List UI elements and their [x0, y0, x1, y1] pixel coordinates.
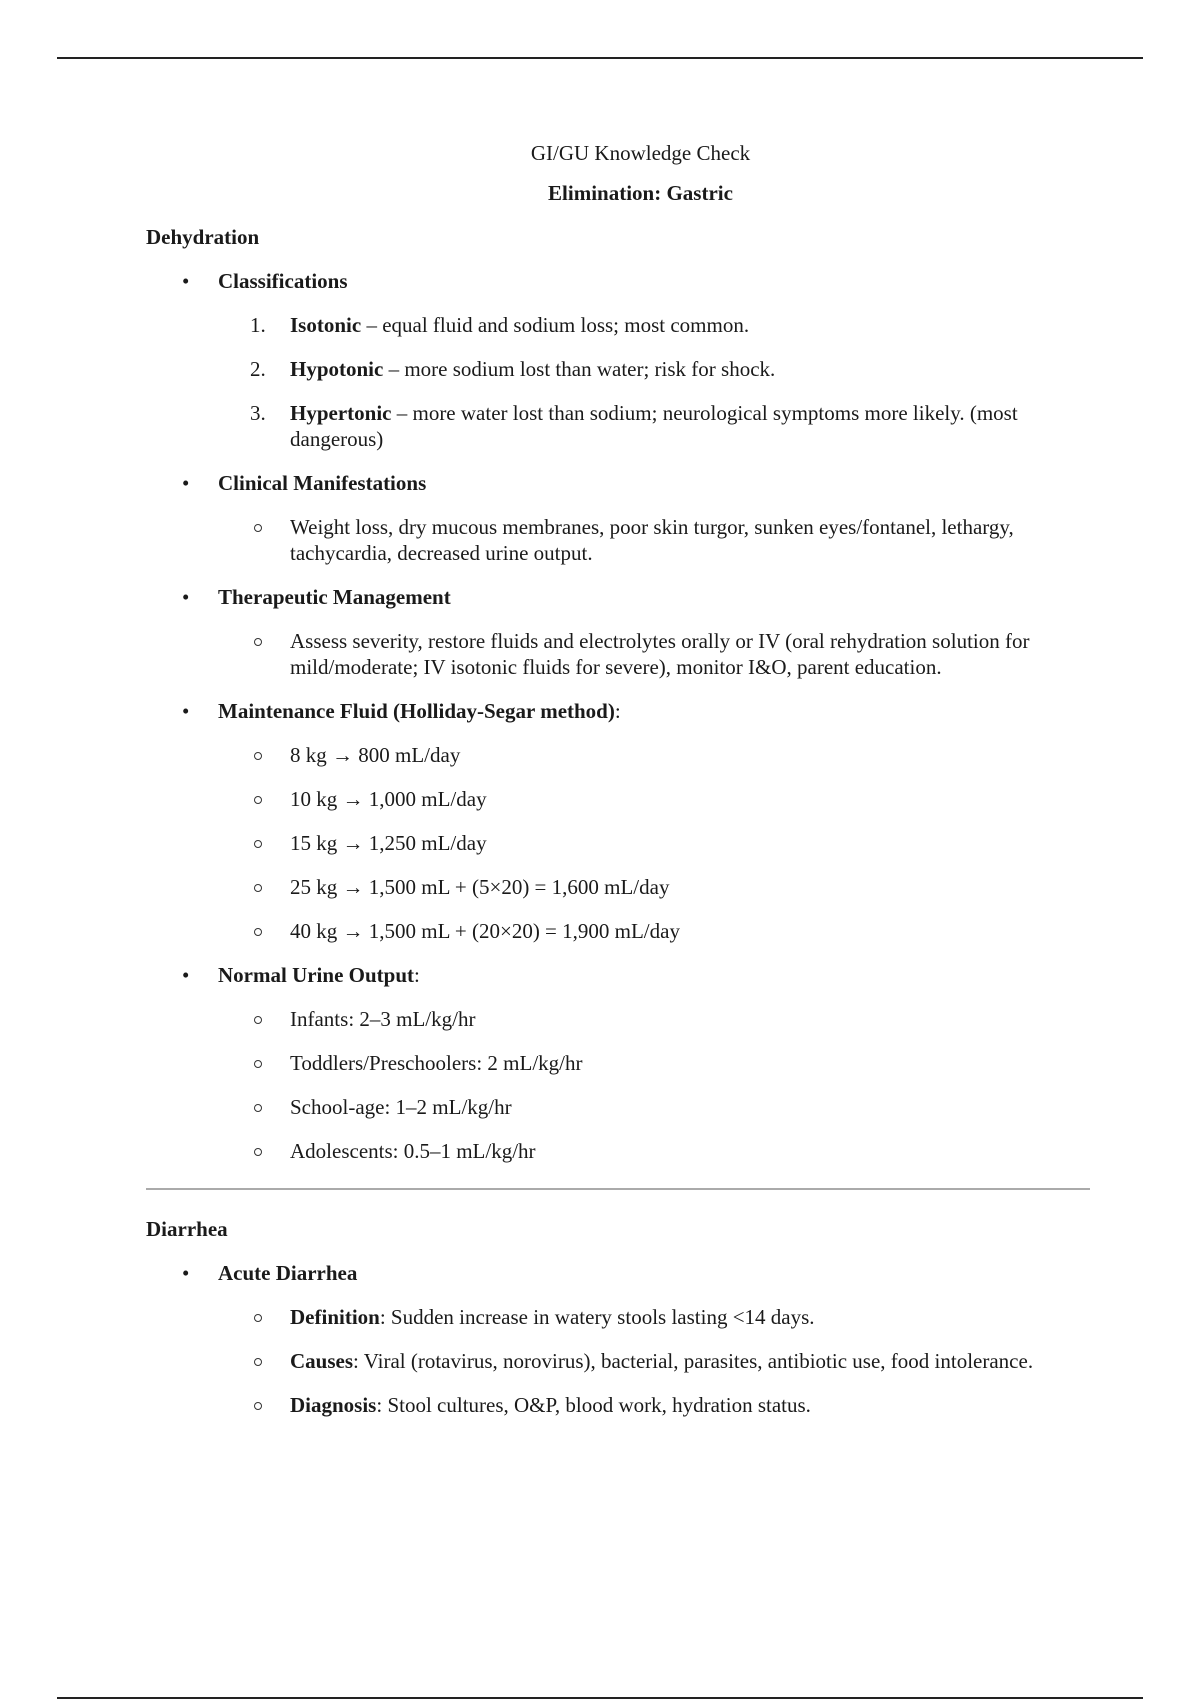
bullet-clinical-manifestations [146, 470, 1090, 514]
list-item [146, 312, 1090, 338]
hollow-bullet-icon [254, 928, 262, 936]
bullet-classifications [146, 268, 1090, 312]
hollow-bullet-icon [254, 1060, 262, 1068]
list-number: 1. [250, 313, 266, 337]
list-number: 3. [250, 401, 266, 425]
list-item [146, 1348, 1090, 1374]
definition-text: : Stool cultures, O&P, blood work, hydration status. [376, 1393, 811, 1417]
list-item [146, 1050, 1090, 1076]
document-body [146, 140, 1090, 1436]
classification-list [146, 312, 1090, 452]
hollow-bullet-icon [254, 1016, 262, 1024]
document-title: GI/GU Knowledge Check [530, 141, 751, 165]
list-item-text: 10 kg → 1,000 mL/day [290, 787, 487, 811]
term: Diagnosis [290, 1393, 377, 1417]
bullet-heading [218, 962, 1090, 1006]
term: Hypertonic [290, 401, 392, 425]
list-item [146, 1006, 1090, 1032]
hollow-bullet-icon [254, 1314, 262, 1322]
document-subtitle: Elimination: Gastric [548, 181, 733, 205]
section-heading-dehydration: Dehydration [146, 225, 260, 249]
bullet-normal-urine-output [146, 962, 1090, 1006]
bullet-acute-diarrhea [146, 1260, 1090, 1304]
bullet-heading: Classifications [218, 269, 348, 293]
heading-colon: : [414, 963, 420, 987]
list-item-text: Toddlers/Preschoolers: 2 mL/kg/hr [290, 1051, 583, 1075]
definition-text: : Viral (rotavirus, norovirus), bacterial, parasites, antibiotic use, food intolerance. [353, 1349, 1034, 1373]
list-item [146, 514, 1090, 566]
hollow-bullet-icon [254, 752, 262, 760]
term: Causes [290, 1349, 354, 1373]
list-number: 2. [250, 357, 266, 381]
hollow-bullet-icon [254, 796, 262, 804]
list-item [146, 1094, 1090, 1120]
list-item [146, 628, 1090, 680]
term: Hypotonic [290, 357, 384, 381]
list-item [146, 918, 1090, 944]
management-list [146, 628, 1090, 680]
bullet-dot: • [182, 963, 190, 987]
hollow-bullet-icon [254, 524, 262, 532]
list-item [146, 830, 1090, 856]
term: Isotonic [290, 313, 362, 337]
section-heading-diarrhea: Diarrhea [146, 1217, 228, 1241]
list-item-text: 25 kg → 1,500 mL + (5×20) = 1,600 mL/day [290, 875, 670, 899]
list-item [146, 356, 1090, 382]
manifestations-list [146, 514, 1090, 566]
urine-output-list [146, 1006, 1090, 1164]
list-item [146, 400, 1090, 452]
hollow-bullet-icon [254, 1148, 262, 1156]
list-item-text: 8 kg → 800 mL/day [290, 743, 461, 767]
bullet-therapeutic-management [146, 584, 1090, 628]
hollow-bullet-icon [254, 840, 262, 848]
list-item-text: School-age: 1–2 mL/kg/hr [290, 1095, 512, 1119]
list-item-text: 15 kg → 1,250 mL/day [290, 831, 487, 855]
bottom-page-rule [57, 1697, 1143, 1699]
hollow-bullet-icon [254, 1104, 262, 1112]
bullet-heading-text: Normal Urine Output [218, 963, 414, 987]
hollow-bullet-icon [254, 1358, 262, 1366]
bullet-heading: Therapeutic Management [218, 585, 451, 609]
definition-text: – equal fluid and sodium loss; most common. [361, 313, 750, 337]
heading-colon: : [614, 699, 621, 723]
top-page-rule [57, 57, 1143, 59]
bullet-dot: • [182, 471, 190, 495]
definition-text: – more water lost than sodium; neurological symptoms more likely. (most dangerous) [290, 401, 1018, 451]
bullet-heading [218, 698, 1090, 742]
bullet-maintenance-fluid [146, 698, 1090, 742]
list-item [146, 1138, 1090, 1164]
bullet-dot: • [182, 585, 190, 609]
maintenance-list [146, 742, 1090, 944]
definition-text: – more sodium lost than water; risk for shock. [383, 357, 776, 381]
bullet-heading: Clinical Manifestations [218, 471, 427, 495]
bullet-dot: • [182, 699, 190, 723]
list-item-text: 40 kg → 1,500 mL + (20×20) = 1,900 mL/day [290, 919, 680, 943]
list-item [146, 874, 1090, 900]
list-item [146, 1304, 1090, 1330]
list-item-text: Weight loss, dry mucous membranes, poor skin turgor, sunken eyes/fontanel, lethargy, tachycardia, decreased urine output. [290, 515, 1014, 565]
list-item [146, 786, 1090, 812]
list-item-text: Infants: 2–3 mL/kg/hr [290, 1007, 476, 1031]
definition-text: : Sudden increase in watery stools lasting <14 days. [379, 1305, 815, 1329]
bullet-dot: • [182, 269, 190, 293]
list-item [146, 742, 1090, 768]
section-divider [146, 1188, 1090, 1190]
bullet-dot: • [182, 1261, 190, 1285]
list-item [146, 1392, 1090, 1418]
hollow-bullet-icon [254, 884, 262, 892]
hollow-bullet-icon [254, 638, 262, 646]
hollow-bullet-icon [254, 1402, 262, 1410]
bullet-heading-text: Maintenance Fluid (Holliday-Segar method) [218, 699, 615, 723]
bullet-heading: Acute Diarrhea [218, 1261, 358, 1285]
list-item-text: Adolescents: 0.5–1 mL/kg/hr [290, 1139, 536, 1163]
term: Definition [290, 1305, 380, 1329]
list-item-text: Assess severity, restore fluids and electrolytes orally or IV (oral rehydration solution for mild/moderate; IV isotonic fluids for severe), monitor I&O, parent education. [290, 629, 1030, 679]
acute-diarrhea-list [146, 1304, 1090, 1418]
